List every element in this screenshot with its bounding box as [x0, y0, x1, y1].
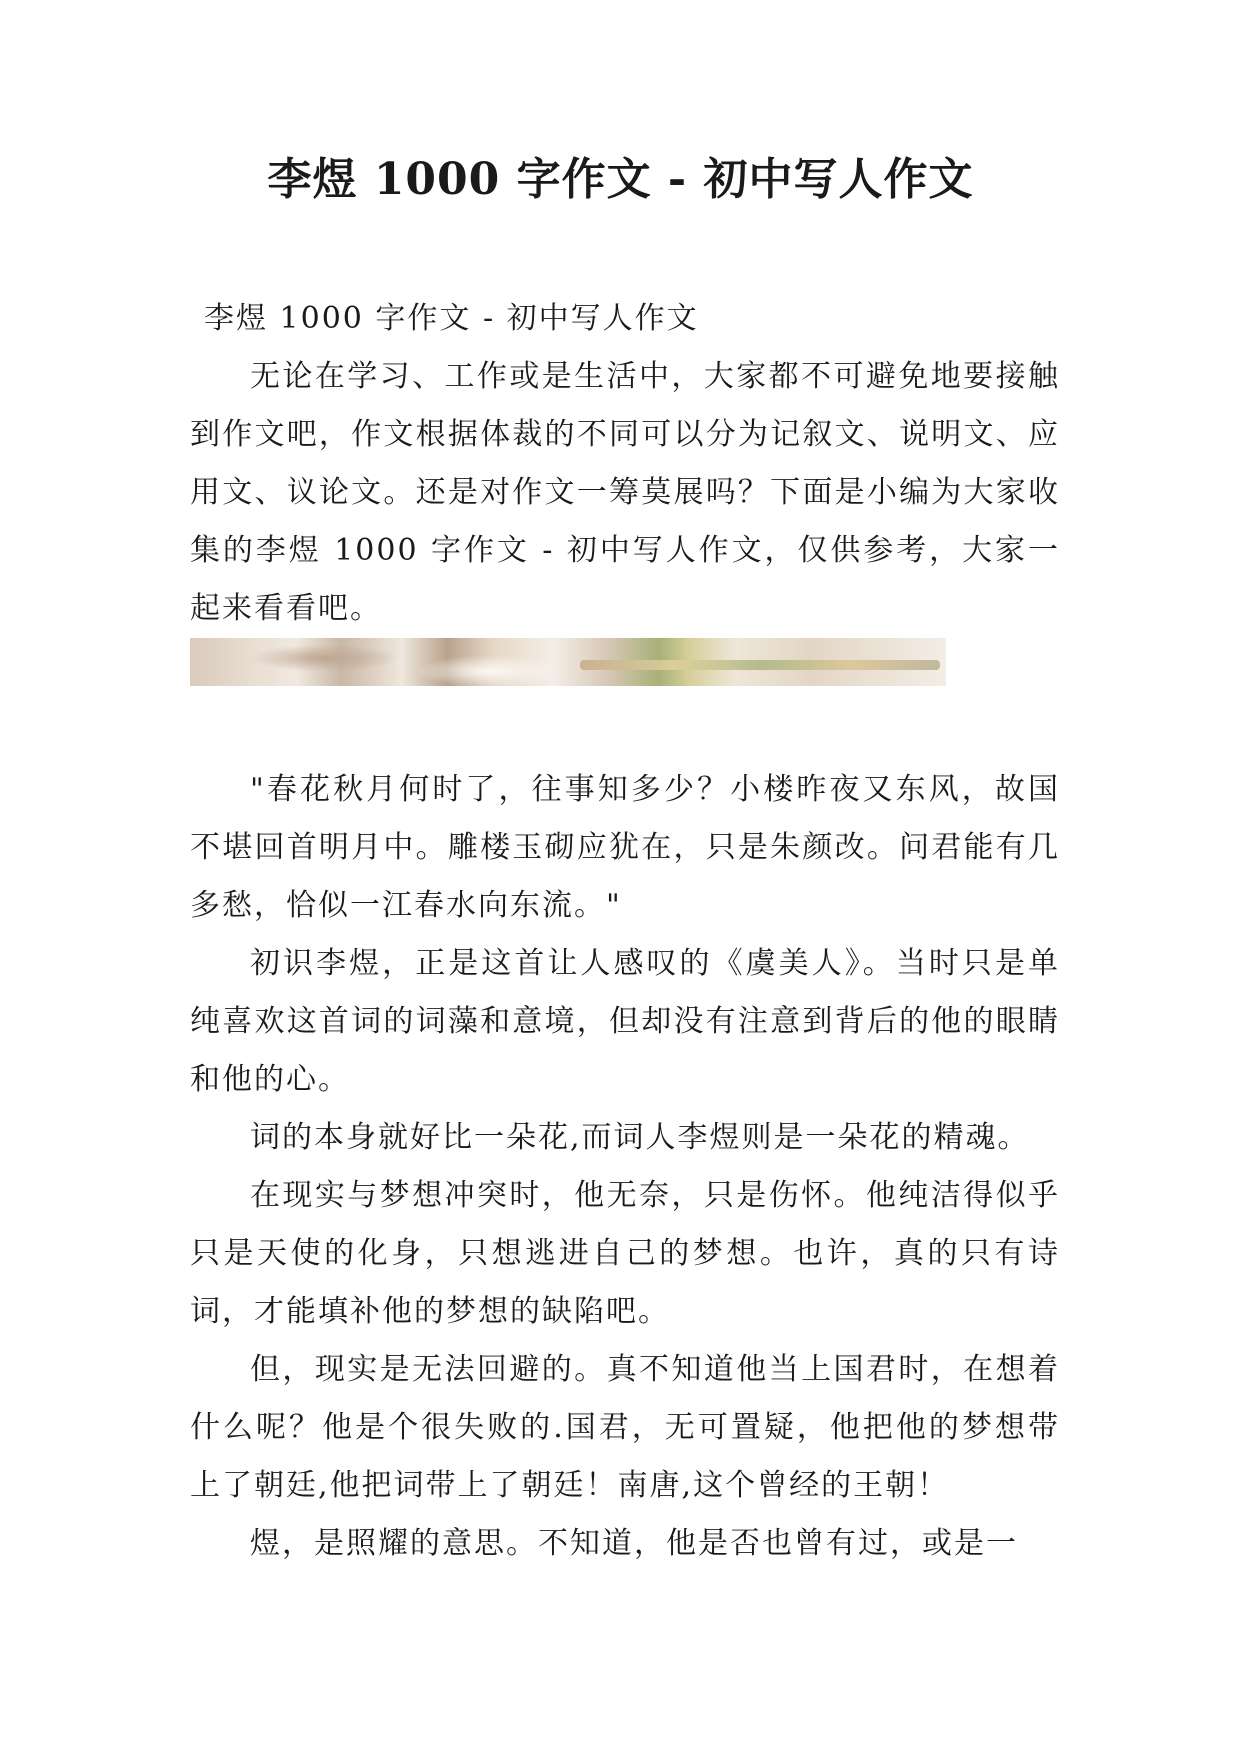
document-title: 李煜 1000 字作文 - 初中写人作文	[267, 154, 974, 205]
body-paragraph: "春花秋月何时了，往事知多少？小楼昨夜又东风，故国不堪回首明月中。雕楼玉砌应犹在，只是朱颜改。问君能有几多愁，恰似一江春水向东流。"	[190, 772, 1060, 923]
document-body	[190, 290, 1060, 1573]
body-paragraph: 词的本身就好比一朵花,而词人李煜则是一朵花的精魂。	[250, 1120, 1030, 1155]
body-paragraph: 在现实与梦想冲突时，他无奈，只是伤怀。他纯洁得似乎只是天使的化身，只想逃进自己的梦想。也许，真的只有诗词，才能填补他的梦想的缺陷吧。	[190, 1178, 1060, 1329]
body-paragraph: 初识李煜，正是这首让人感叹的《虞美人》。当时只是单纯喜欢这首词的词藻和意境，但却没有注意到背后的他的眼睛和他的心。	[190, 946, 1060, 1097]
document-subtitle: 李煜 1000 字作文 - 初中写人作文	[204, 301, 699, 336]
intro-paragraph: 无论在学习、工作或是生活中，大家都不可避免地要接触到作文吧，作文根据体裁的不同可以分为记叙文、说明文、应用文、议论文。还是对作文一筹莫展吗？下面是小编为大家收集的李煜 1000 字作文 - 初中写人作文，仅供参考，大家一起来看看吧。	[190, 359, 1060, 626]
body-paragraph: 但，现实是无法回避的。真不知道他当上国君时，在想着什么呢？他是个很失败的.国君，无可置疑，他把他的梦想带上了朝廷,他把词带上了朝廷！南唐,这个曾经的王朝！	[190, 1352, 1060, 1503]
article-image	[190, 638, 946, 686]
body-paragraph: 煜，是照耀的意思。不知道，他是否也曾有过，或是一	[250, 1526, 1018, 1561]
